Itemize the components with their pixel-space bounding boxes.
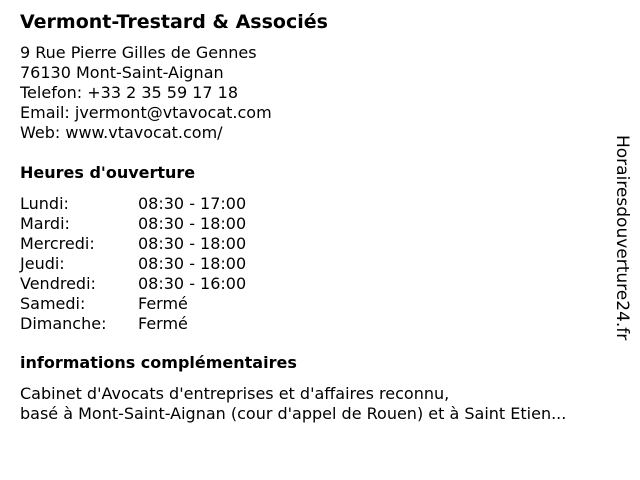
hours-row-sunday (20, 314, 380, 334)
day-label: Dimanche: (20, 314, 107, 333)
site-watermark: Horairesdouverture24.fr (612, 135, 632, 341)
additional-info-heading: informations complémentaires (20, 353, 297, 372)
opening-hours-table (20, 194, 380, 334)
email-address: Email: jvermont@vtavocat.com (20, 103, 272, 122)
day-label: Lundi: (20, 194, 69, 213)
hours-row-monday (20, 194, 380, 214)
hours-row-tuesday (20, 214, 380, 234)
hours-value: Fermé (138, 294, 188, 313)
hours-value: 08:30 - 18:00 (138, 234, 247, 253)
description-line-2: basé à Mont-Saint-Aignan (cour d'appel de Rouen) et à Saint Etien... (20, 404, 567, 423)
contact-block (20, 43, 272, 143)
hours-value: 08:30 - 18:00 (138, 254, 247, 273)
website: Web: www.vtavocat.com/ (20, 123, 223, 142)
opening-hours-heading: Heures d'ouverture (20, 163, 196, 182)
day-label: Vendredi: (20, 274, 96, 293)
phone-number: Telefon: +33 2 35 59 17 18 (20, 83, 239, 102)
hours-row-friday (20, 274, 380, 294)
hours-row-thursday (20, 254, 380, 274)
day-label: Jeudi: (20, 254, 65, 273)
hours-row-saturday (20, 294, 380, 314)
description-line-1: Cabinet d'Avocats d'entreprises et d'affaires reconnu, (20, 384, 450, 403)
business-description (20, 384, 620, 424)
day-label: Mardi: (20, 214, 70, 233)
hours-value: 08:30 - 16:00 (138, 274, 247, 293)
hours-value: Fermé (138, 314, 188, 333)
day-label: Samedi: (20, 294, 86, 313)
hours-row-wednesday (20, 234, 380, 254)
day-label: Mercredi: (20, 234, 95, 253)
address-line-street: 9 Rue Pierre Gilles de Gennes (20, 43, 257, 62)
address-line-city: 76130 Mont-Saint-Aignan (20, 63, 224, 82)
business-name: Vermont-Trestard & Associés (20, 11, 328, 33)
hours-value: 08:30 - 17:00 (138, 194, 247, 213)
hours-value: 08:30 - 18:00 (138, 214, 247, 233)
